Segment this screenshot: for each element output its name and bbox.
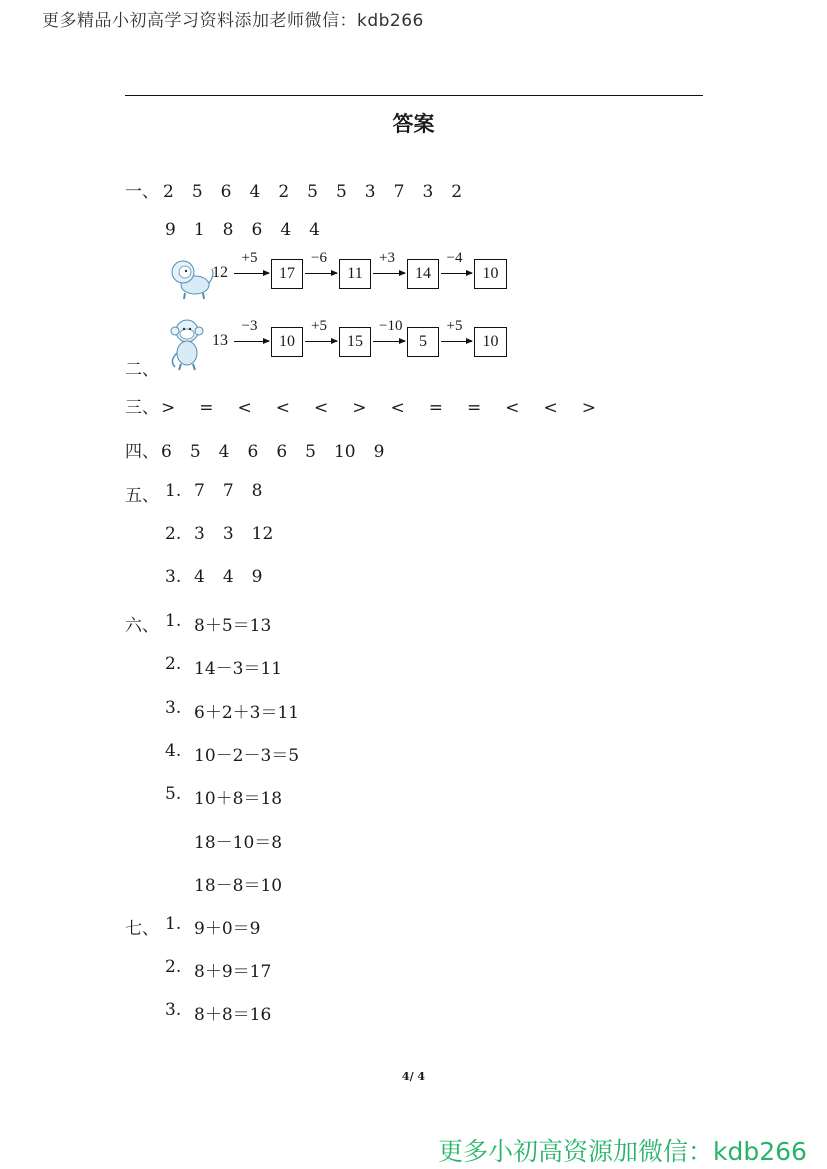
chain-operation: −4 — [446, 250, 463, 266]
chain-box: 15 — [339, 327, 371, 357]
section-2-label: 二、 — [125, 360, 159, 380]
item-number: 1. — [165, 481, 182, 501]
value-item: 9 — [251, 567, 263, 587]
page-title: 答案 — [392, 112, 435, 136]
value-item: 5 — [335, 182, 347, 202]
value-item: < — [390, 398, 405, 418]
item-number: 2. — [165, 654, 182, 675]
value-item: 4 — [280, 220, 292, 240]
chain-box: 10 — [474, 259, 507, 289]
section-3-row — [125, 393, 620, 418]
top-rule — [125, 95, 703, 96]
value-item: 6 — [161, 442, 172, 462]
chain-arrow — [373, 273, 405, 274]
equation: 8＋9＝17 — [194, 962, 272, 982]
value-item: 3 — [222, 524, 234, 544]
watermark-header: 更多精品小初高学习资料添加老师微信：kdb266 — [42, 11, 424, 31]
item-number: 2. — [165, 957, 182, 977]
equation: 14－3＝11 — [194, 659, 283, 680]
value-item: 7 — [393, 182, 405, 202]
value-item: > — [352, 398, 367, 418]
chain-operation: −6 — [311, 250, 327, 266]
s5-label: 五、 — [125, 486, 159, 506]
section-1-row-1 — [125, 177, 480, 202]
chain-start: 12 — [212, 264, 228, 281]
value-item: < — [275, 398, 290, 418]
value-item: 6 — [251, 220, 263, 240]
equation: 9＋0＝9 — [194, 919, 261, 939]
value-item: = — [199, 398, 214, 418]
lion-icon — [165, 255, 215, 301]
value-item: 5 — [189, 442, 201, 462]
item-number: 3. — [165, 1000, 182, 1020]
chain-arrow — [441, 273, 472, 274]
section-1-label: 一、 — [125, 182, 159, 202]
equation: 18－10＝8 — [194, 832, 283, 853]
value-item: < — [314, 398, 329, 418]
watermark-footer: 更多小初高资源加微信：kdb266 — [438, 1137, 807, 1166]
value-item: 9 — [373, 442, 385, 462]
value-item: 3 — [422, 182, 434, 202]
value-item: > — [161, 398, 176, 418]
section-4-row — [125, 437, 402, 462]
equation: 10＋8＝18 — [194, 789, 283, 810]
value-item: 2 — [278, 182, 290, 202]
value-item: 1 — [193, 220, 205, 240]
chain-operation: −10 — [379, 318, 403, 334]
chain-arrow — [305, 341, 337, 342]
chain-box: 10 — [474, 327, 507, 357]
page-number: 4/ 4 — [401, 1070, 426, 1083]
monkey-icon — [165, 317, 215, 371]
chain-box: 5 — [407, 327, 439, 357]
value-item: 6 — [276, 442, 288, 462]
value-item: 8 — [222, 220, 234, 240]
value-item: 12 — [251, 524, 274, 544]
item-number: 2. — [165, 524, 182, 544]
value-item: 4 — [249, 182, 261, 202]
chain-operation: +3 — [379, 250, 395, 266]
value-item: > — [581, 398, 596, 418]
value-item: = — [467, 398, 482, 418]
value-item: 4 — [309, 220, 320, 240]
value-item: 2 — [163, 182, 174, 202]
equation: 6＋2＋3＝11 — [194, 702, 300, 723]
chain-box: 11 — [339, 259, 371, 289]
item-number: 3. — [165, 567, 182, 587]
value-item: 9 — [165, 220, 176, 240]
item-number: 1. — [165, 914, 182, 934]
value-item: 7 — [194, 481, 205, 501]
equation: 8＋8＝16 — [194, 1005, 272, 1025]
section-1-values — [163, 182, 480, 202]
chain-arrow — [234, 341, 269, 342]
chain-arrow — [234, 273, 269, 274]
value-item: 4 — [222, 567, 234, 587]
chain-operation: +5 — [241, 250, 258, 266]
value-item: = — [428, 398, 443, 418]
chain-arrow — [305, 273, 337, 274]
value-item: < — [505, 398, 520, 418]
chain-operation: −3 — [241, 318, 258, 334]
value-item: 4 — [194, 567, 205, 587]
value-item: 6 — [247, 442, 259, 462]
value-item: 3 — [364, 182, 376, 202]
chain-arrow — [441, 341, 472, 342]
value-item: 6 — [220, 182, 232, 202]
s6-label: 六、 — [125, 616, 159, 636]
section-3-label: 三、 — [125, 398, 159, 418]
item-number: 4. — [165, 740, 182, 761]
answer-values — [194, 567, 280, 587]
chain-start: 13 — [212, 332, 228, 349]
chain-operation: +5 — [311, 318, 327, 334]
item-number: 3. — [165, 697, 182, 718]
equation: 10－2－3＝5 — [194, 745, 300, 766]
equation: 18－8＝10 — [194, 875, 283, 896]
value-item: 8 — [251, 481, 263, 501]
value-item: 5 — [191, 182, 203, 202]
section-4-label: 四、 — [125, 442, 159, 462]
value-item: 7 — [222, 481, 234, 501]
value-item: 10 — [333, 442, 356, 462]
answer-values — [194, 481, 280, 501]
value-item: 5 — [305, 442, 316, 462]
section-4-values — [161, 442, 402, 462]
value-item: < — [543, 398, 558, 418]
value-item: 3 — [194, 524, 205, 544]
item-number: 5. — [165, 784, 182, 805]
answer-values — [194, 524, 291, 544]
section-1-row-2 — [165, 220, 338, 240]
section-3-values — [161, 398, 620, 418]
value-item: 4 — [218, 442, 230, 462]
item-number: 1. — [165, 611, 182, 631]
equation: 8＋5＝13 — [194, 616, 272, 636]
value-item: 2 — [451, 182, 463, 202]
chain-box: 17 — [271, 259, 303, 289]
chain-operation: +5 — [446, 318, 463, 334]
chain-arrow — [373, 341, 405, 342]
value-item: 5 — [307, 182, 318, 202]
chain-box: 14 — [407, 259, 439, 289]
value-item: < — [237, 398, 252, 418]
chain-box: 10 — [271, 327, 303, 357]
s7-label: 七、 — [125, 919, 159, 939]
